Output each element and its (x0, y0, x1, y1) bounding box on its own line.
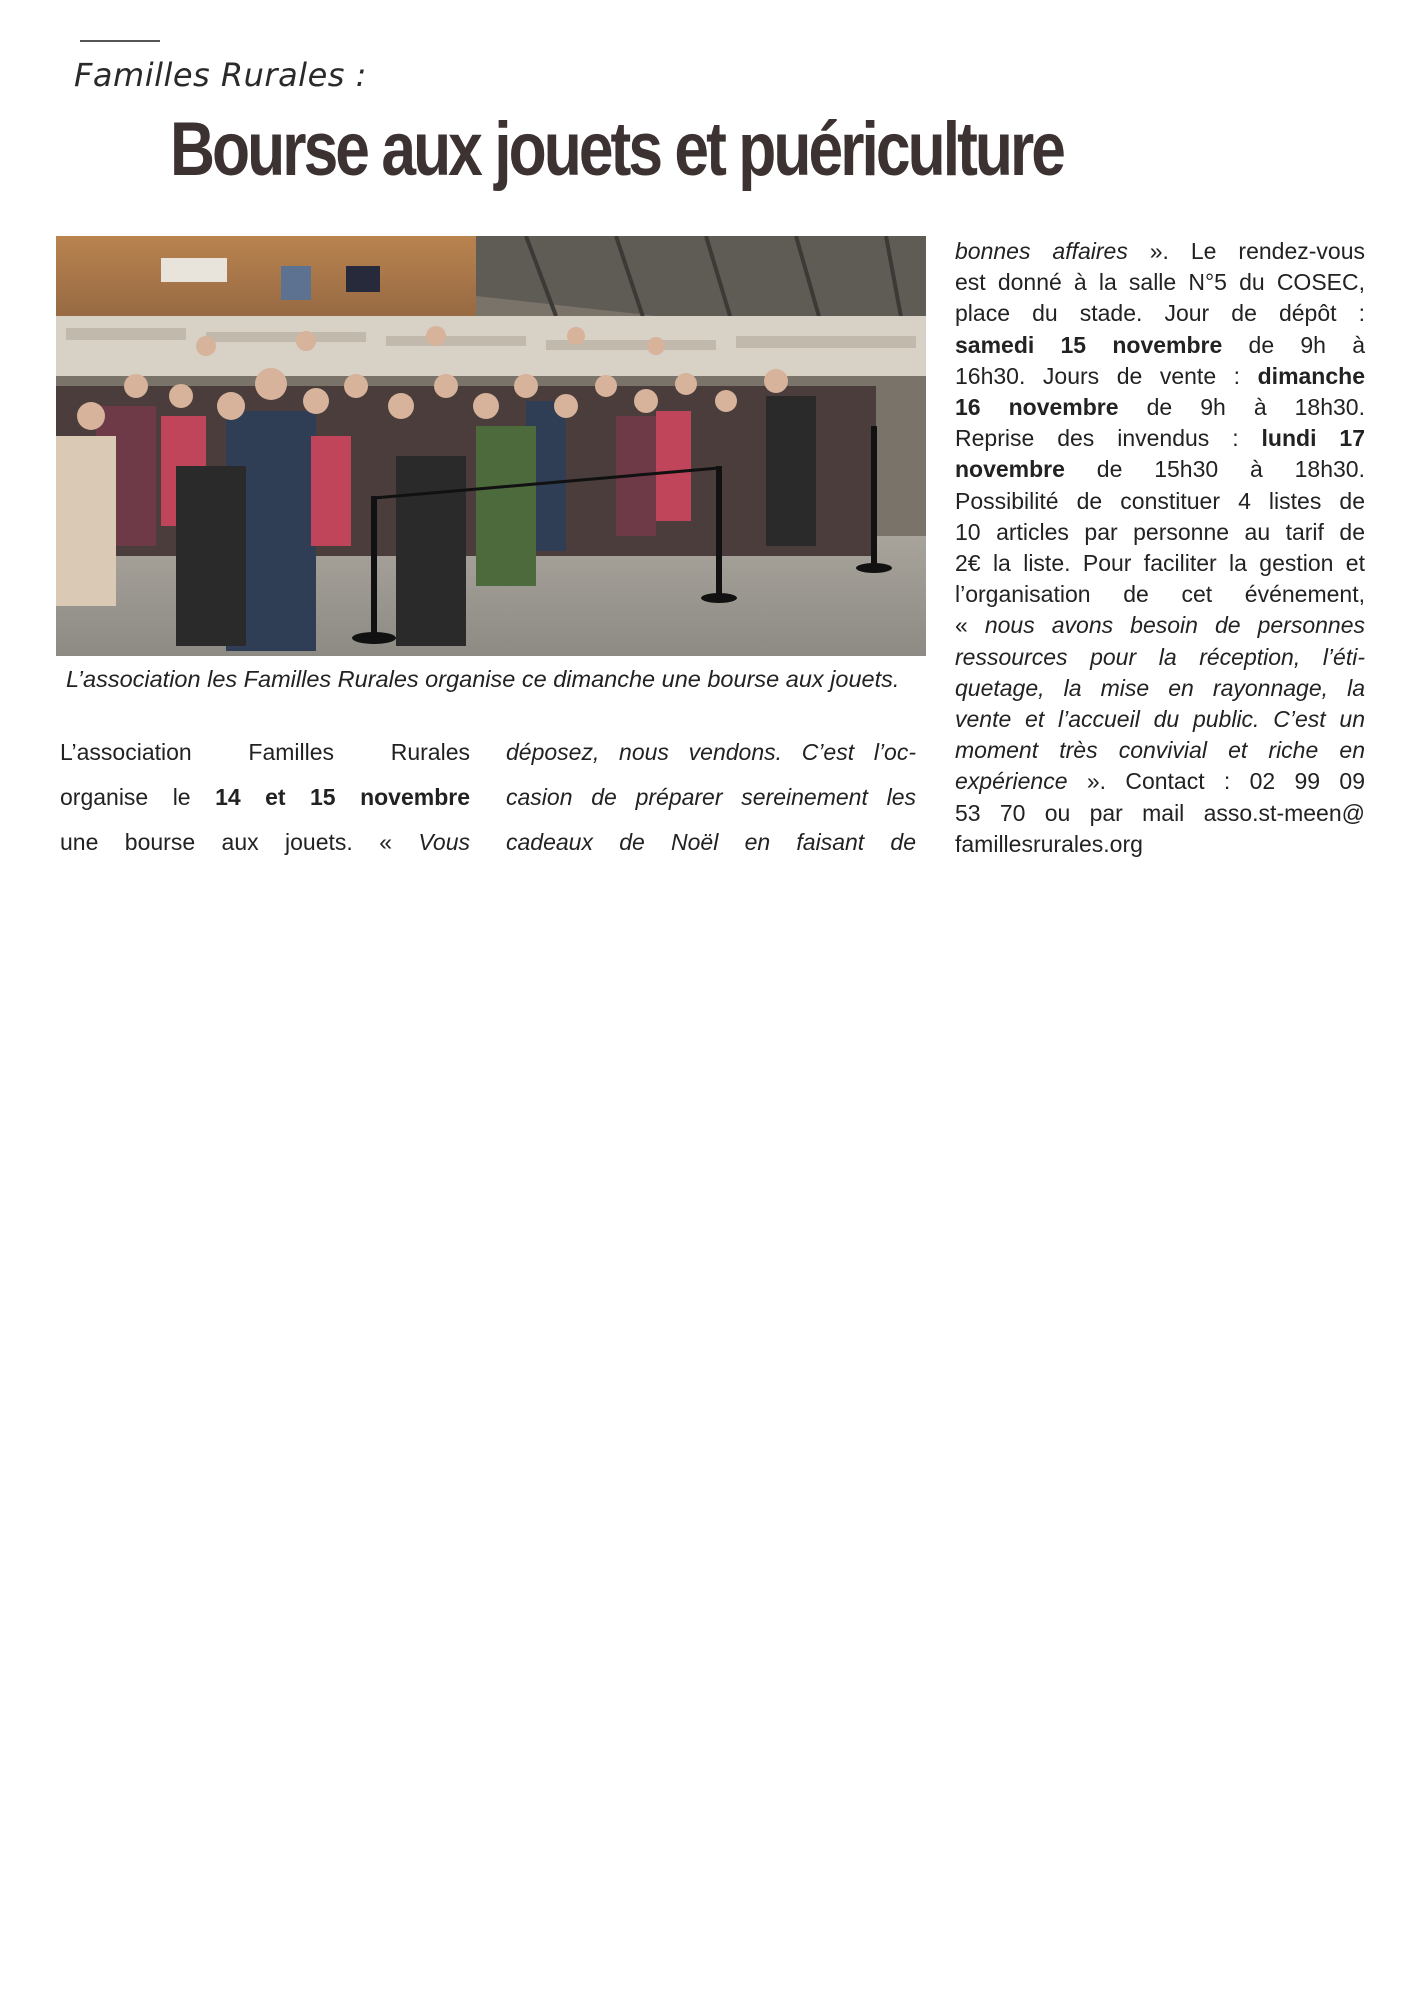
header-rule (80, 40, 160, 42)
kicker: Familles Rurales : (74, 56, 367, 94)
text-line: expérience ». Contact : 02 99 09 (955, 768, 1365, 795)
text-line: l’organisation de cet événement, (955, 581, 1365, 608)
text-line: casion de préparer sereinement les (506, 784, 916, 810)
text-line: organise le 14 et 15 novembre (60, 784, 470, 810)
text-line: samedi 15 novembre de 9h à (955, 331, 1365, 358)
text-line: est donné à la salle N°5 du COSEC, (955, 269, 1365, 296)
text-line: Reprise des invendus : lundi 17 (955, 425, 1365, 452)
text-line: moment très convivial et riche en (955, 737, 1365, 764)
body-column-3 (955, 236, 1365, 860)
text-line: cadeaux de Noël en faisant de (506, 829, 916, 855)
text-line: 2€ la liste. Pour faciliter la gestion et (955, 550, 1365, 577)
text-line: place du stade. Jour de dépôt : (955, 300, 1365, 327)
article-photo (56, 236, 926, 656)
text-line: ressources pour la réception, l’éti- (955, 643, 1365, 670)
text-line: une bourse aux jouets. « Vous (60, 829, 470, 855)
text-line: novembre de 15h30 à 18h30. (955, 456, 1365, 483)
photo-caption: L’association les Familles Rurales organise ce dimanche une bourse aux jouets. (66, 666, 900, 692)
text-line: bonnes affaires ». Le rendez-vous (955, 238, 1365, 264)
text-line: « nous avons besoin de personnes (955, 612, 1366, 639)
body-column-2 (506, 730, 916, 865)
text-line: 16 novembre de 9h à 18h30. (955, 394, 1365, 421)
text-line: famillesrurales.org (955, 830, 1143, 857)
text-line: vente et l’accueil du public. C’est un (955, 706, 1365, 733)
text-line: quetage, la mise en rayonnage, la (955, 674, 1365, 701)
headline: Bourse aux jouets et puériculture (170, 107, 1064, 192)
text-line: déposez, nous vendons. C’est l’oc- (506, 739, 916, 765)
text-line: 53 70 ou par mail asso.st-meen@ (955, 799, 1365, 826)
text-line: 16h30. Jours de vente : dimanche (955, 362, 1365, 389)
text-line: L’association Familles Rurales (60, 739, 470, 765)
text-line: Possibilité de constituer 4 listes de (955, 487, 1365, 514)
group-photo-icon (56, 236, 926, 656)
body-column-1 (60, 730, 470, 865)
text-line: 10 articles par personne au tarif de (955, 518, 1365, 545)
